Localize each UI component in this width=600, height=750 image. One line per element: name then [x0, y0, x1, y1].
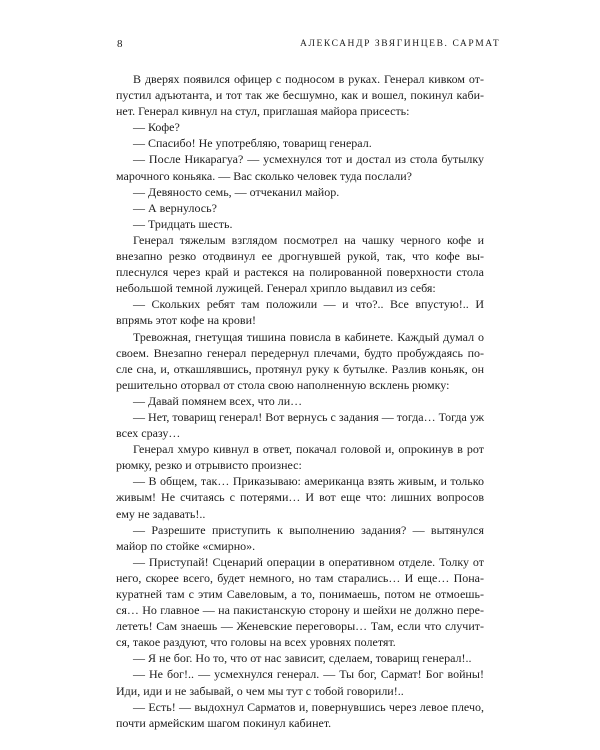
- page-header: [0, 38, 600, 54]
- paragraph: — А вернулось?: [133, 200, 217, 215]
- paragraph: — Не бог!.. — усмехнулся генерал. — Ты бог, Сармат! Бог войны! Иди, иди и не забывай, о чем мы тут с тобой говорили!..: [116, 667, 484, 698]
- paragraph: — Девяносто семь, — отчеканил майор.: [133, 184, 340, 199]
- paragraph: В дверях появился офицер с подносом в руках. Генерал кивком отпустил адъютанта, и тот так же бесшумно, как и вошел, покинул кабинет. Генерал кивнул на стул, приглашая майора присесть:: [116, 72, 484, 119]
- paragraph: Тревожная, гнетущая тишина повисла в кабинете. Каждый думал о своем. Внезапно генерал передернул плечами, будто пробуждаясь после сна, и, откашлявшись, протянул руку к бутылке. Разлив коньяк, он решительно оторвал от стола свою наполненную всклень рюмку:: [116, 329, 484, 392]
- paragraph: — Спасибо! Не употребляю, товарищ генерал.: [133, 136, 372, 151]
- paragraph: — Есть! — выдохнул Сарматов и, повернувшись через левое плечо, почти армейским шагом покинул кабинет.: [116, 699, 484, 730]
- paragraph: — Нет, товарищ генерал! Вот вернусь с задания — тогда… Тогда уж всех сразу…: [116, 409, 484, 441]
- paragraph: — В общем, так… Приказываю: американца взять живым, и только живым! Не считаясь с потерями… И вот еще что: лишних вопросов ему не задавать!..: [116, 474, 484, 521]
- paragraph: — Кофе?: [133, 120, 180, 135]
- paragraph: Генерал тяжелым взглядом посмотрел на чашку черного кофе и внезапно резко отодвинул ее дрогнувшей рукой, так, что кофе выплеснулся через край и растекся на полированной поверхности стола небольшой темной лужицей. Генерал хрипло выдавил из себя:: [116, 232, 484, 296]
- paragraph: — Приступай! Сценарий операции в оперативном отделе. Толку от него, скорее всего, будет немного, но там старались… И еще… Понакуратней там с этим Савеловым, а то, понимаешь, потом не отмоешься… Но главное — на пакистанскую сторону и шейхи не должно перелететь! Сам знаешь — Женевские переговоры… Там, если что случится, такое раздуют, что головы на всех уровнях полетят.: [116, 554, 484, 650]
- running-head: АЛЕКСАНДР ЗВЯГИНЦЕВ. САРМАТ: [300, 39, 501, 49]
- paragraph: Генерал хмуро кивнул в ответ, покачал головой и, опрокинув в рот рюмку, резко и отрывисто произнес:: [116, 442, 484, 473]
- paragraph: — Разрешите приступить к выполнению задания? — вытянулся майор по стойке «смирно».: [116, 522, 484, 553]
- page-number: 8: [117, 38, 123, 50]
- text-body: [116, 71, 484, 731]
- paragraph: — После Никарагуа? — усмехнулся тот и достал из стола бутылку марочного коньяка. — Вас сколько человек туда послали?: [116, 152, 484, 183]
- paragraph: — Тридцать шесть.: [133, 216, 233, 231]
- paragraph: — Скольких ребят там положили — и что?.. Все впустую!.. И впрямь этот кофе на крови!: [116, 297, 484, 328]
- paragraph: — Я не бог. Но то, что от нас зависит, сделаем, товарищ генерал!..: [133, 651, 472, 666]
- paragraph: — Давай помянем всех, что ли…: [133, 393, 303, 408]
